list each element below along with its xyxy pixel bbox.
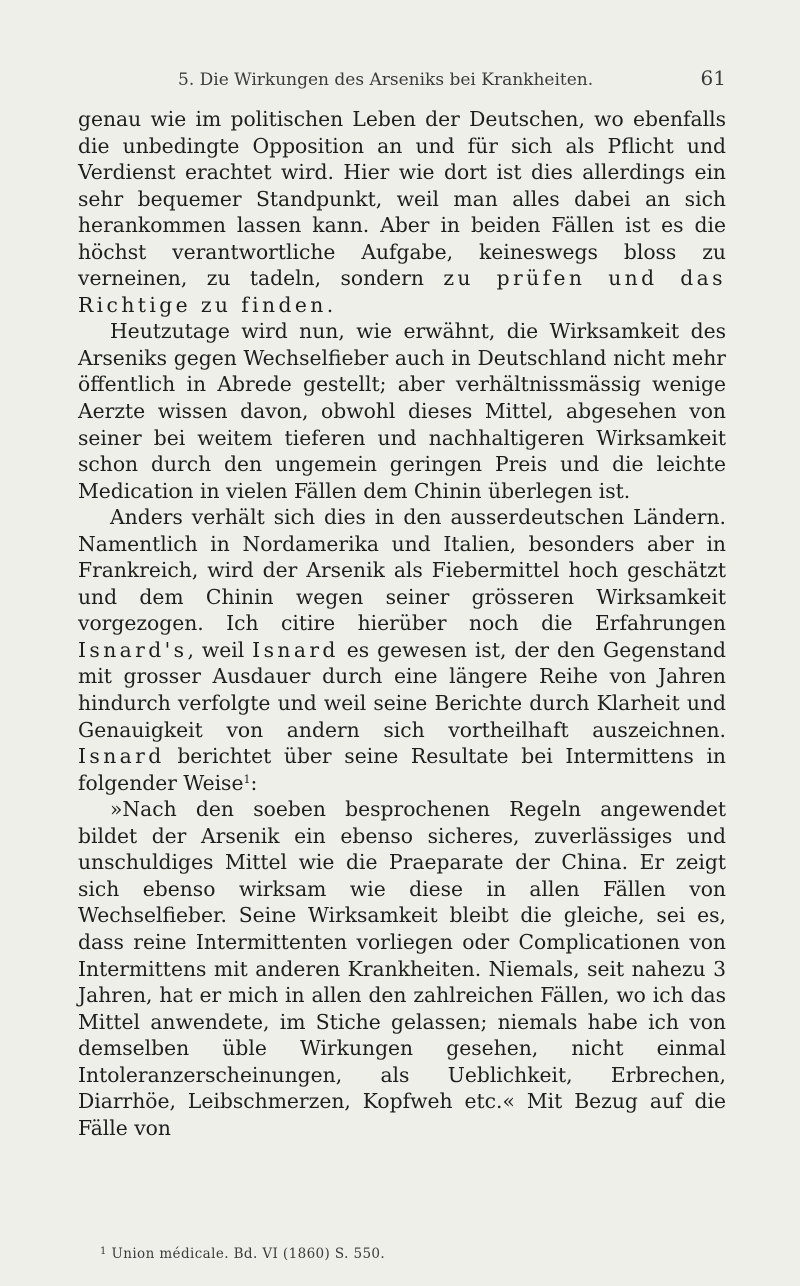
footnote-text: Union médicale. Bd. VI (1860) S. 550.	[106, 1246, 386, 1262]
author-name-isnard: Isnard's	[78, 637, 188, 662]
author-name-isnard: Isnard	[252, 637, 339, 662]
paragraph-3-text-e: :	[250, 770, 258, 795]
paragraph-2: Heutzutage wird nun, wie erwähnt, die Wirksamkeit des Arseniks gegen Wechselfieber auch in Deutschland nicht mehr öffentlich in Abrede gestellt; aber verhältnissmässig wenige Aerzte wissen davon, obwohl dieses Mittel, abgesehen von seiner bei weitem tieferen und nachhaltigeren Wirksamkeit schon durch den ungemein geringen Preis und die leichte Medication in vielen Fällen dem Chinin überlegen ist.	[78, 319, 726, 503]
paragraph-1-text: genau wie im politischen Leben der Deutschen, wo ebenfalls die unbedingte Opposition an und für sich als Pflicht und Verdienst erachtet wird. Hier wie dort ist dies allerdings ein sehr bequemer Standpunkt, weil man alles dabei an sich herankommen lassen kann. Aber in beiden Fällen ist es die höchst verantwortliche Aufgabe, keineswegs bloss zu verneinen, zu tadeln, sondern	[78, 107, 726, 291]
paragraph-3-text-b: , weil	[187, 637, 253, 662]
paragraph-4-quotation: »Nach den soeben besprochenen Regeln angewendet bildet der Arsenik ein ebenso sicheres, zuverlässiges und unschuldiges Mittel wie die Praeparate der China. Er zeigt sich ebenso wirksam wie diese in allen Fällen von Wechselfieber. Seine Wirksamkeit bleibt die gleiche, sei es, dass reine Intermittenten vorliegen oder Complicationen von Intermittens mit anderen Krankheiten. Niemals, seit nahezu 3 Jahren, hat er mich in allen den zahlreichen Fällen, wo ich das Mittel anwendete, im Stiche gelassen; niemals habe ich von demselben üble Wirkungen gesehen, nicht einmal Intoleranzerscheinungen, als Ueblichkeit, Erbrechen, Diarrhöe, Leibschmerzen, Kopfweh etc.« Mit Bezug auf die Fälle von	[78, 797, 726, 1140]
footnote-reference[interactable]: 1	[243, 772, 251, 786]
page-number: 61	[700, 66, 726, 90]
running-head	[178, 66, 726, 90]
paragraph-3-text-a: Anders verhält sich dies in den ausserdeutschen Ländern. Namentlich in Nordamerika und Italien, besonders aber in Frankreich, wird der Arsenik als Fiebermittel hoch geschätzt und dem Chinin wegen seiner grösseren Wirksamkeit vorgezogen. Ich citire hierüber noch die Erfahrungen	[78, 505, 726, 636]
body-text	[78, 106, 726, 1141]
paragraph-1	[78, 106, 726, 318]
chapter-title: 5. Die Wirkungen des Arseniks bei Krankheiten.	[178, 70, 594, 90]
footnote	[100, 1246, 726, 1262]
footnote-marker: 1	[100, 1246, 107, 1257]
paragraph-3-text-c: es gewesen ist, der den Gegenstand mit grosser Ausdauer durch eine längere Reihe von Jahren hindurch verfolgte und weil seine Berichte durch Klarheit und Genauigkeit von andern sich vortheilhaft auszeichnen.	[78, 637, 726, 742]
author-name-isnard: Isnard	[78, 744, 165, 769]
paragraph-3	[78, 504, 726, 796]
paragraph-3-text-d: berichtet über seine Resultate bei Intermittens in folgender Weise	[78, 744, 726, 795]
emphasis-spaced: zu prüfen und das Richtige zu finden.	[78, 266, 726, 317]
